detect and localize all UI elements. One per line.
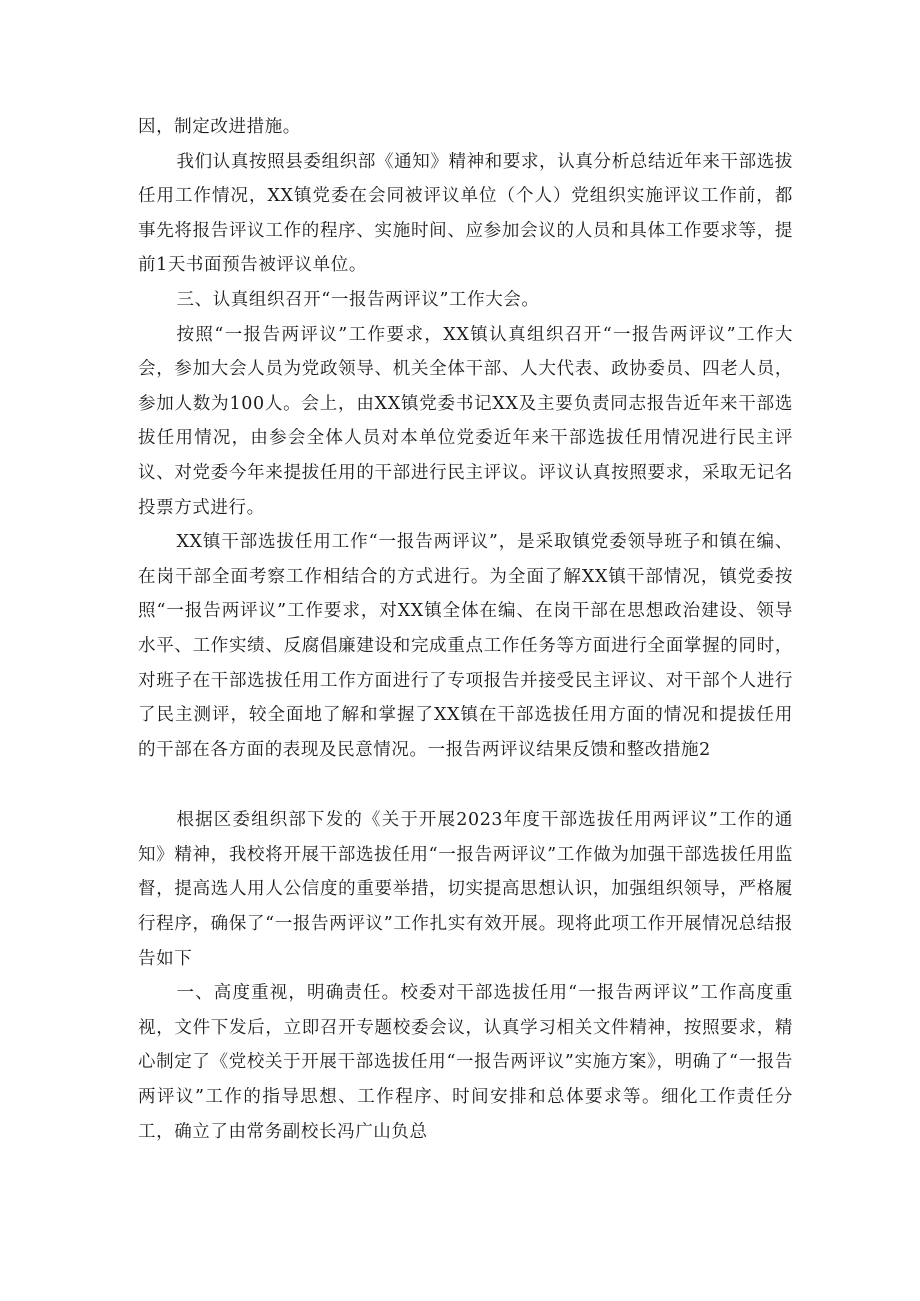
paragraph-meeting: 按照“一报告两评议”工作要求，XX镇认真组织召开“一报告两评议”工作大会，参加大会人员为党政领导、机关全体干部、人大代表、政协委员、四老人员，参加人数为100人。会上，由XX镇党委书记XX及主要负责同志报告近年来干部选拔任用情况，由参会全体人员对本单位党委近年来干部选拔任用情况进行民主评议、对党委今年来提拔任用的干部进行民主评议。评议认真按照要求，采取无记名投票方式进行。 xyxy=(138,324,793,518)
paragraph-district-notice: 根据区委组织部下发的《关于开展2023年度干部选拔任用两评议”工作的通知》精神，我校将开展干部选拔任用“一报告两评议”工作做为加强干部选拔任用监督，提高选人用人公信度的重要举措，切实提高思想认识，加强组织领导，严格履行程序，确保了“一报告两评议”工作扎实有效开展。现将此项工作开展情况总结报告如下 xyxy=(138,810,793,969)
paragraph-notice-requirements: 我们认真按照县委组织部《通知》精神和要求，认真分析总结近年来干部选拔任用工作情况，XX镇党委在会同被评议单位（个人）党组织实施评议工作前，都事先将报告评议工作的程序、实施时间、应参加会议的人员和具体工作要求等，提前1天书面预告被评议单位。 xyxy=(138,151,793,276)
section-heading-three: 三、认真组织召开“一报告两评议”工作大会。 xyxy=(176,289,540,310)
section-heading-one: 一、高度重视，明确责任。校委对干部选拔任用“一报告两评议”工作高度重视，文件下发后，立即召开专题校委会议，认真学习相关文件精神，按照要求，精心制定了《党校关于开展干部选拔任用“一报告两评议”实施方案》，明确了“一报告两评议”工作的指导思想、工作程序、时间安排和总体要求等。细化工作责任分工，确立了由常务副校长冯广山负总 xyxy=(138,983,793,1142)
paragraph-continuation: 因，制定改进措施。 xyxy=(138,117,301,137)
paragraph-spacer xyxy=(138,767,793,803)
paragraph-evaluation-method: XX镇干部选拔任用工作“一报告两评议”，是采取镇党委领导班子和镇在编、在岗干部全面考察工作相结合的方式进行。为全面了解XX镇干部情况，镇党委按照“一报告两评议”工作要求，对XX镇全体在编、在岗干部在思想政治建设、领导水平、工作实绩、反腐倡廉建设和完成重点工作任务等方面进行全面掌握的同时，对班子在干部选拔任用工作方面进行了专项报告并接受民主评议、对干部个人进行了民主测评，较全面地了解和掌握了XX镇在干部选拔任用方面的情况和提拔任用的干部在各方面的表现及民意情况。一报告两评议结果反馈和整改措施2 xyxy=(138,532,793,760)
document-body xyxy=(138,110,793,1149)
